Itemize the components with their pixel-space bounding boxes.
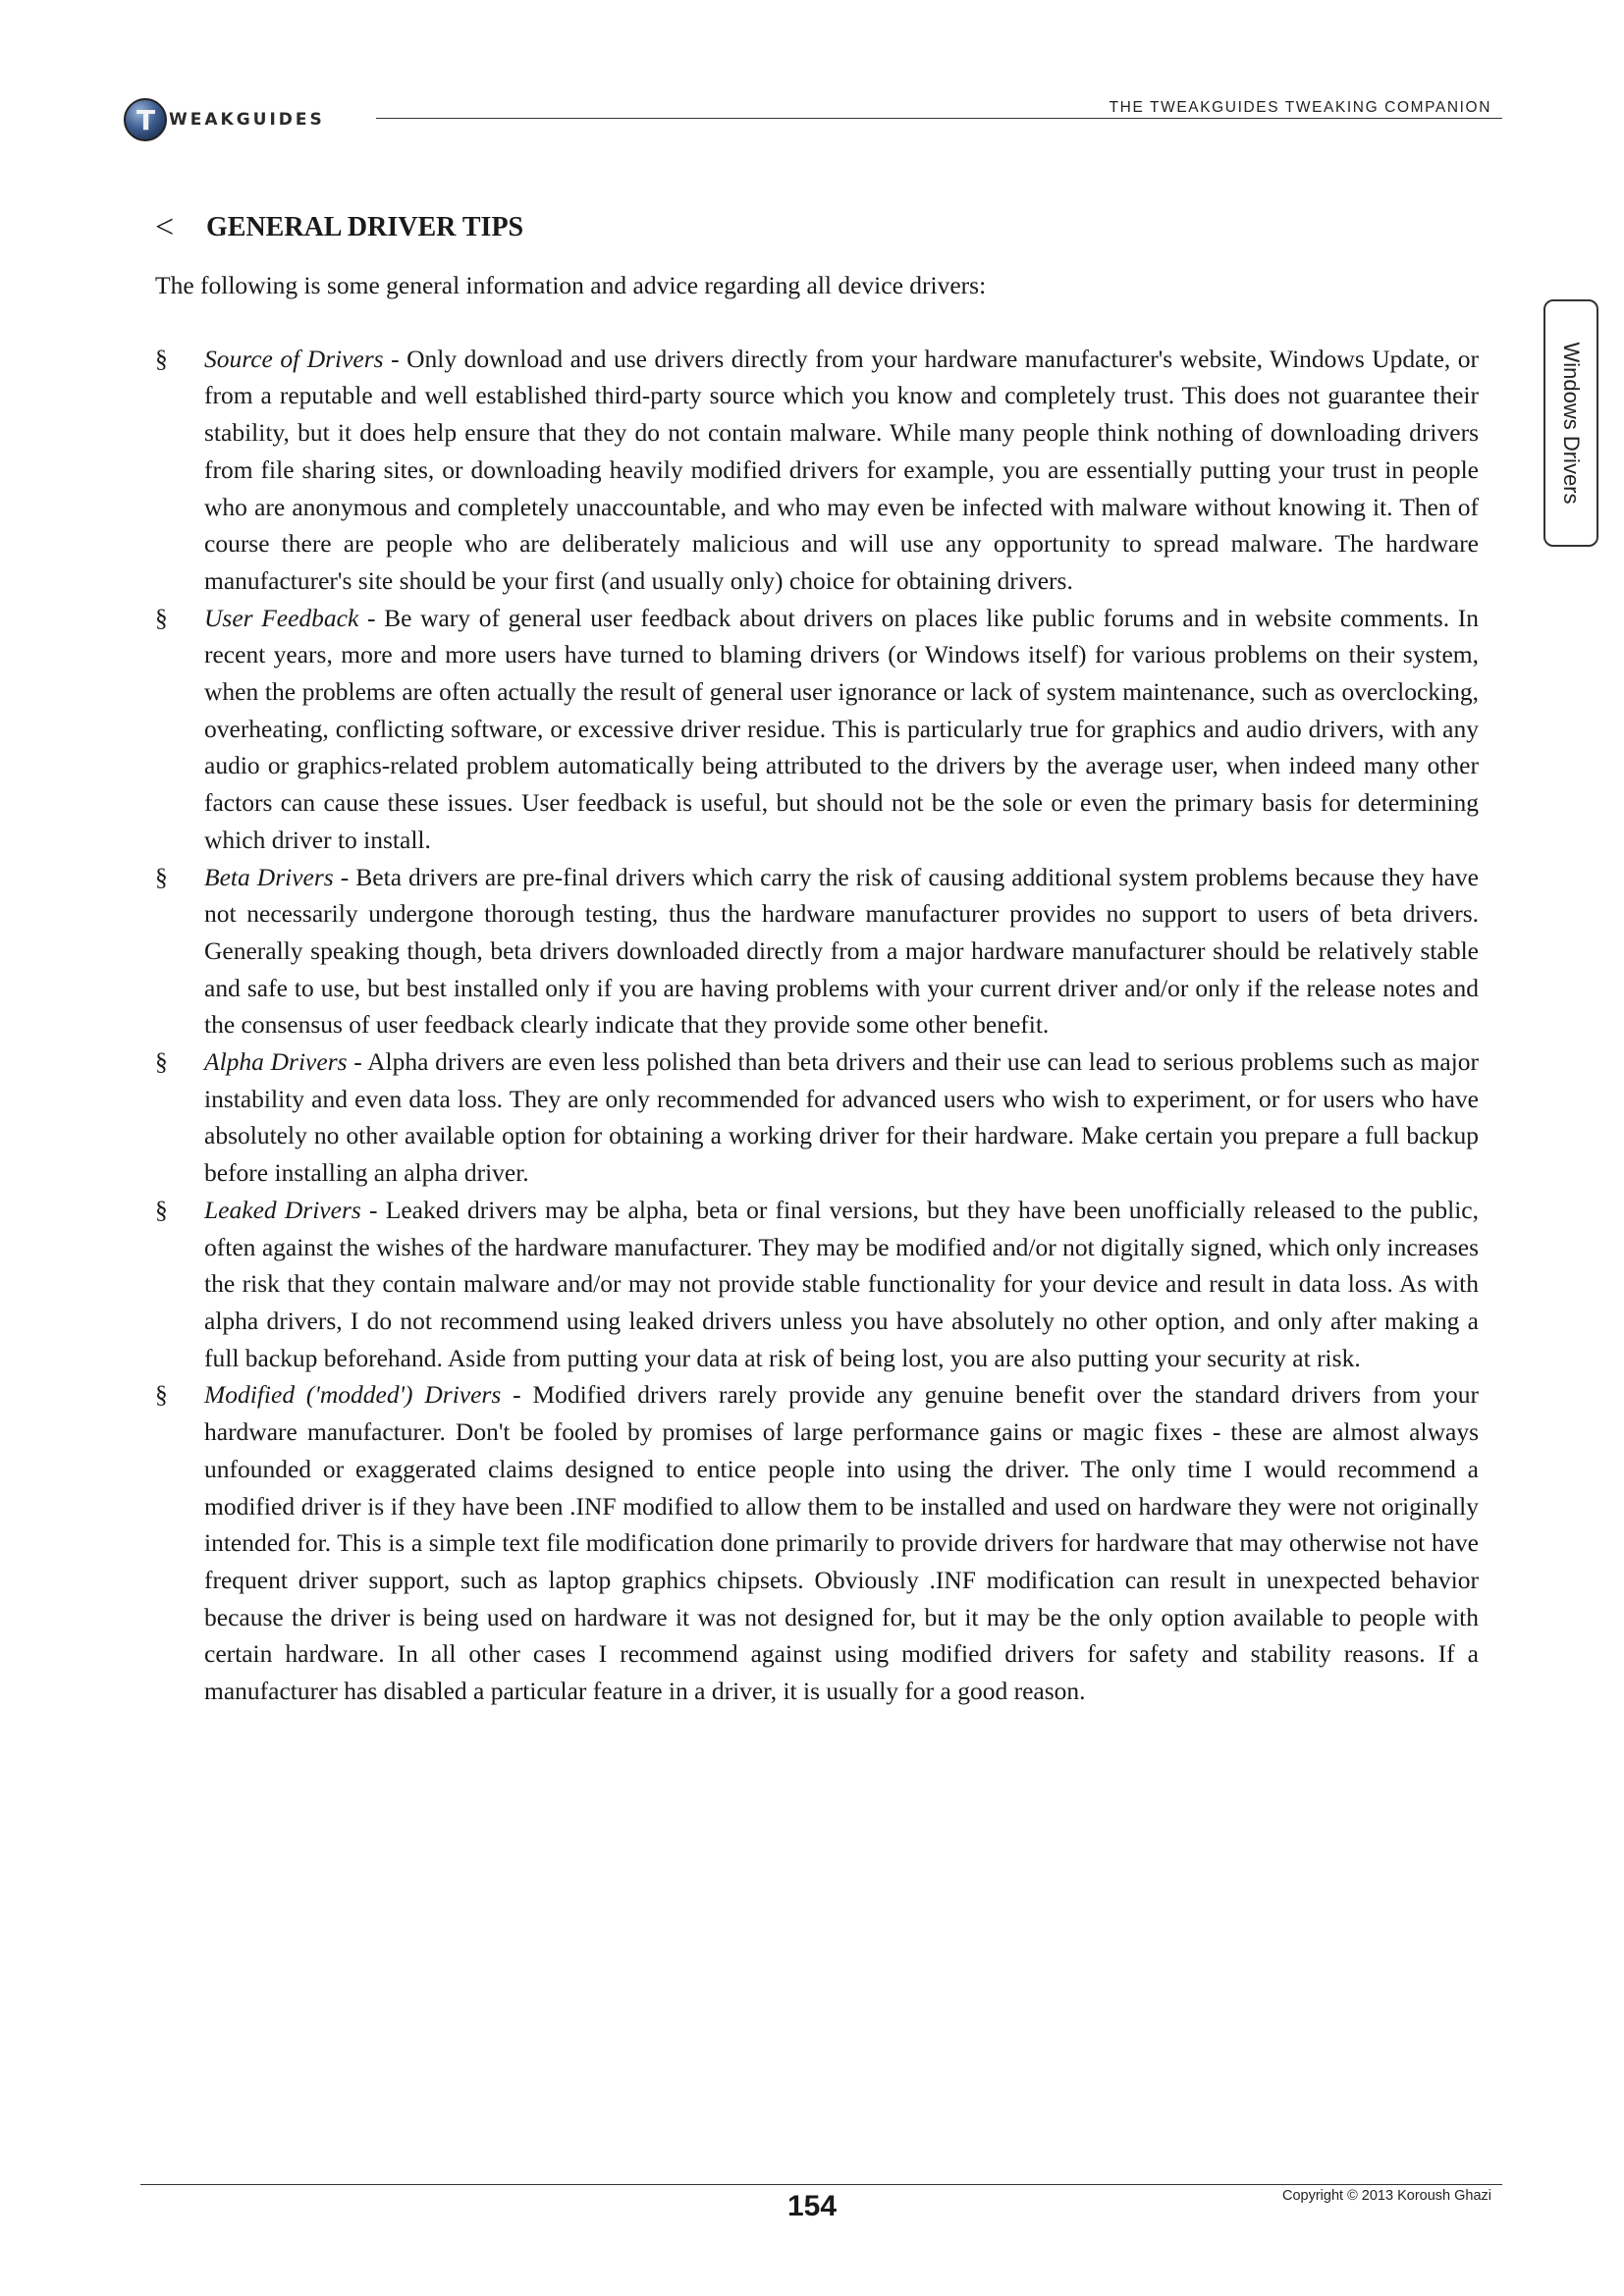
tip-term: Source of Drivers <box>204 344 384 373</box>
logo-globe-icon: T <box>124 98 167 141</box>
logo-text: WEAKGUIDES <box>169 110 325 130</box>
tip-text: Leaked drivers may be alpha, beta or final versions, but they have been unofficially released to the public, often against the wishes of the hardware manufacturer. They may be modified and/or not digitally signed, which only increases the risk that they contain malware and/or may not provide stable functionality for your device and result in data loss. As with alpha drivers, I do not recommend using leaked drivers unless you have absolutely no other option, and only after making a full backup beforehand. Aside from putting your data at risk of being lost, you are also putting your security at risk. <box>204 1195 1479 1372</box>
tip-alpha-drivers <box>155 1043 1479 1192</box>
tip-separator: - <box>360 1195 386 1224</box>
tip-user-feedback <box>155 600 1479 859</box>
tip-text: Modified drivers rarely provide any genuine benefit over the standard drivers from your hardware manufacturer. Don't be fooled by promises of large performance gains or magic fixes - these are almost always unfounded or exaggerated claims designed to entice people into using the driver. The only time I would recommend a modified driver is if they have been .INF modified to allow them to be installed and used on hardware they were not originally intended for. This is a simple text file modification done primarily to provide drivers for hardware that may otherwise not have frequent driver support, such as laptop graphics chipsets. Obviously .INF modification can result in unexpected behavior because the driver is being used on hardware it was not designed for, but it may be the only option available to people with certain hardware. In all other cases I recommend against using modified drivers for safety and stability reasons. If a manufacturer has disabled a particular feature in a driver, it is usually for a good reason. <box>204 1380 1479 1706</box>
tweakguides-logo <box>124 95 359 144</box>
header-title: THE TWEAKGUIDES TWEAKING COMPANION <box>1109 99 1491 116</box>
section-bullet-icon: § <box>155 344 168 373</box>
section-heading-text: GENERAL DRIVER TIPS <box>206 212 524 242</box>
section-bullet-icon: § <box>155 603 168 632</box>
chapter-side-tab-label: Windows Drivers <box>1559 342 1584 505</box>
tip-text: Beta drivers are pre-final drivers which carry the risk of causing additional system problems because they have not necessarily undergone thorough testing, thus the hardware manufacturer provides no support to users of beta drivers. Generally speaking though, beta drivers downloaded directly from a major hardware manufacturer should be relatively stable and safe to use, but best installed only if you are having problems with your current driver and/or only if the release notes and the consensus of user feedback clearly indicate that they provide some other benefit. <box>204 862 1479 1040</box>
tip-term: User Feedback <box>204 603 359 632</box>
section-bullet-icon: § <box>155 862 168 891</box>
tip-text: Be wary of general user feedback about drivers on places like public forums and in website comments. In recent years, more and more users have turned to blaming drivers (or Windows itself) for various problems on their system, when the problems are often actually the result of general user ignorance or lack of system maintenance, such as overclocking, overheating, conflicting software, or excessive driver residue. This is particularly true for graphics and audio drivers, with any audio or graphics-related problem automatically being attributed to the drivers by the average user, when indeed many other factors can cause these issues. User feedback is useful, but should not be the sole or even the primary basis for determining which driver to install. <box>204 603 1479 854</box>
tip-term: Beta Drivers <box>204 862 334 891</box>
main-content <box>155 206 1479 1710</box>
tip-text: Only download and use drivers directly from your hardware manufacturer's website, Windows Update, or from a reputable and well established third-party source which you know and completely trust. This does not guarantee their stability, but it does help ensure that they do not contain malware. While many people think nothing of downloading drivers from file sharing sites, or downloading heavily modified drivers for example, you are essentially putting your trust in people who are anonymous and completely unaccountable, and who may even be infected with malware without knowing it. Then of course there are people who are deliberately malicious and will use any opportunity to spread malware. The hardware manufacturer's site should be your first (and usually only) choice for obtaining drivers. <box>204 344 1479 595</box>
tip-source-of-drivers <box>155 341 1479 600</box>
tip-term: Modified ('modded') Drivers <box>204 1380 502 1410</box>
section-bullet-icon: § <box>155 1195 168 1224</box>
chevron-left-icon: < <box>155 209 175 245</box>
footer-divider <box>140 2184 1502 2185</box>
tip-beta-drivers <box>155 859 1479 1044</box>
tip-modified-drivers <box>155 1376 1479 1709</box>
section-bullet-icon: § <box>155 1047 168 1077</box>
chapter-side-tab <box>1543 299 1598 547</box>
tip-text: Alpha drivers are even less polished than beta drivers and their use can lead to serious problems such as major instability and even data loss. They are only recommended for advanced users who wish to experiment, or for users who have absolutely no other available option for obtaining a working driver for their hardware. Make certain you prepare a full backup before installing an alpha driver. <box>204 1047 1479 1188</box>
tips-list <box>155 341 1479 1710</box>
intro-paragraph: The following is some general information and advice regarding all device drivers: <box>155 271 987 299</box>
header-divider <box>376 118 1502 119</box>
tip-term: Alpha Drivers <box>204 1047 348 1077</box>
tip-separator: - <box>358 603 385 632</box>
tip-term: Leaked Drivers <box>204 1195 361 1224</box>
section-bullet-icon: § <box>155 1380 168 1410</box>
section-heading <box>155 206 1479 249</box>
tip-separator: - <box>333 862 356 891</box>
tip-separator: - <box>501 1380 533 1410</box>
copyright-notice: Copyright © 2013 Koroush Ghazi <box>1282 2188 1491 2204</box>
tip-separator: - <box>347 1047 368 1077</box>
tip-separator: - <box>383 344 407 373</box>
tip-leaked-drivers <box>155 1192 1479 1377</box>
page-number: 154 <box>786 2190 838 2222</box>
